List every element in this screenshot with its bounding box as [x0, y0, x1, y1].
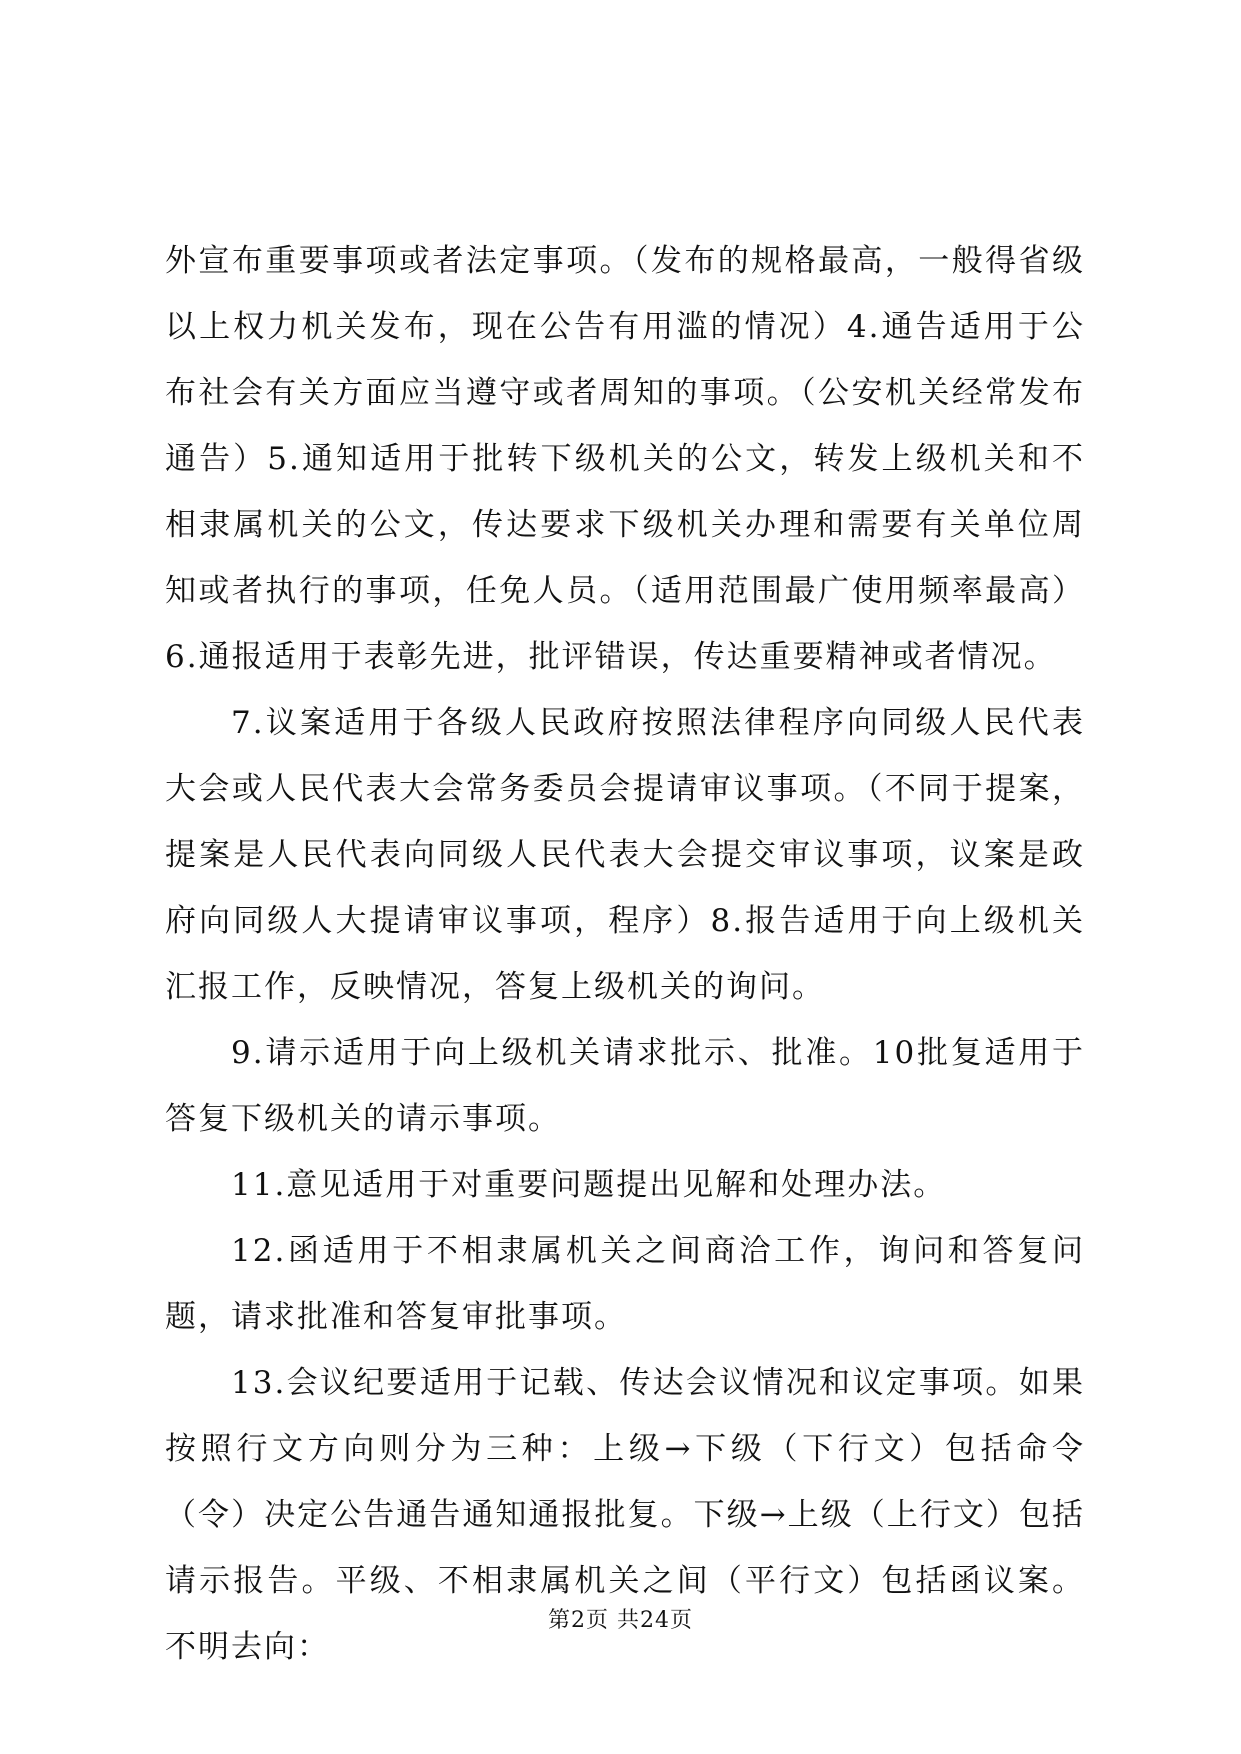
paragraph-item-9-10: 9.请示适用于向上级机关请求批示、批准。10批复适用于答复下级机关的请示事项。	[165, 1035, 1085, 1137]
paragraph-item-11: 11.意见适用于对重要问题提出见解和处理办法。	[231, 1167, 947, 1203]
paragraph-item-12: 12.函适用于不相隶属机关之间商洽工作，询问和答复问题，请求批准和答复审批事项。	[165, 1233, 1085, 1335]
page-number-footer: 第2页 共24页	[548, 1608, 693, 1633]
document-body	[165, 228, 1085, 1680]
paragraph-item-7-8: 7.议案适用于各级人民政府按照法律程序向同级人民代表大会或人民代表大会常务委员会提请审议事项。（不同于提案，提案是人民代表向同级人民代表大会提交审议事项，议案是政府向同级人大提请审议事项，程序）8.报告适用于向上级机关汇报工作，反映情况，答复上级机关的询问。	[165, 705, 1085, 1005]
paragraph-continuation: 外宣布重要事项或者法定事项。（发布的规格最高，一般得省级以上权力机关发布，现在公告有用滥的情况）4.通告适用于公布社会有关方面应当遵守或者周知的事项。（公安机关经常发布通告）5.通知适用于批转下级机关的公文，转发上级机关和不相隶属机关的公文，传达要求下级机关办理和需要有关单位周知或者执行的事项，任免人员。（适用范围最广使用频率最高）6.通报适用于表彰先进，批评错误，传达重要精神或者情况。	[165, 243, 1085, 675]
paragraph-item-13: 13.会议纪要适用于记载、传达会议情况和议定事项。如果按照行文方向则分为三种：上级→下级（下行文）包括命令（令）决定公告通告通知通报批复。下级→上级（上行文）包括请示报告。平级、不相隶属机关之间（平行文）包括函议案。不明去向：	[165, 1365, 1085, 1665]
